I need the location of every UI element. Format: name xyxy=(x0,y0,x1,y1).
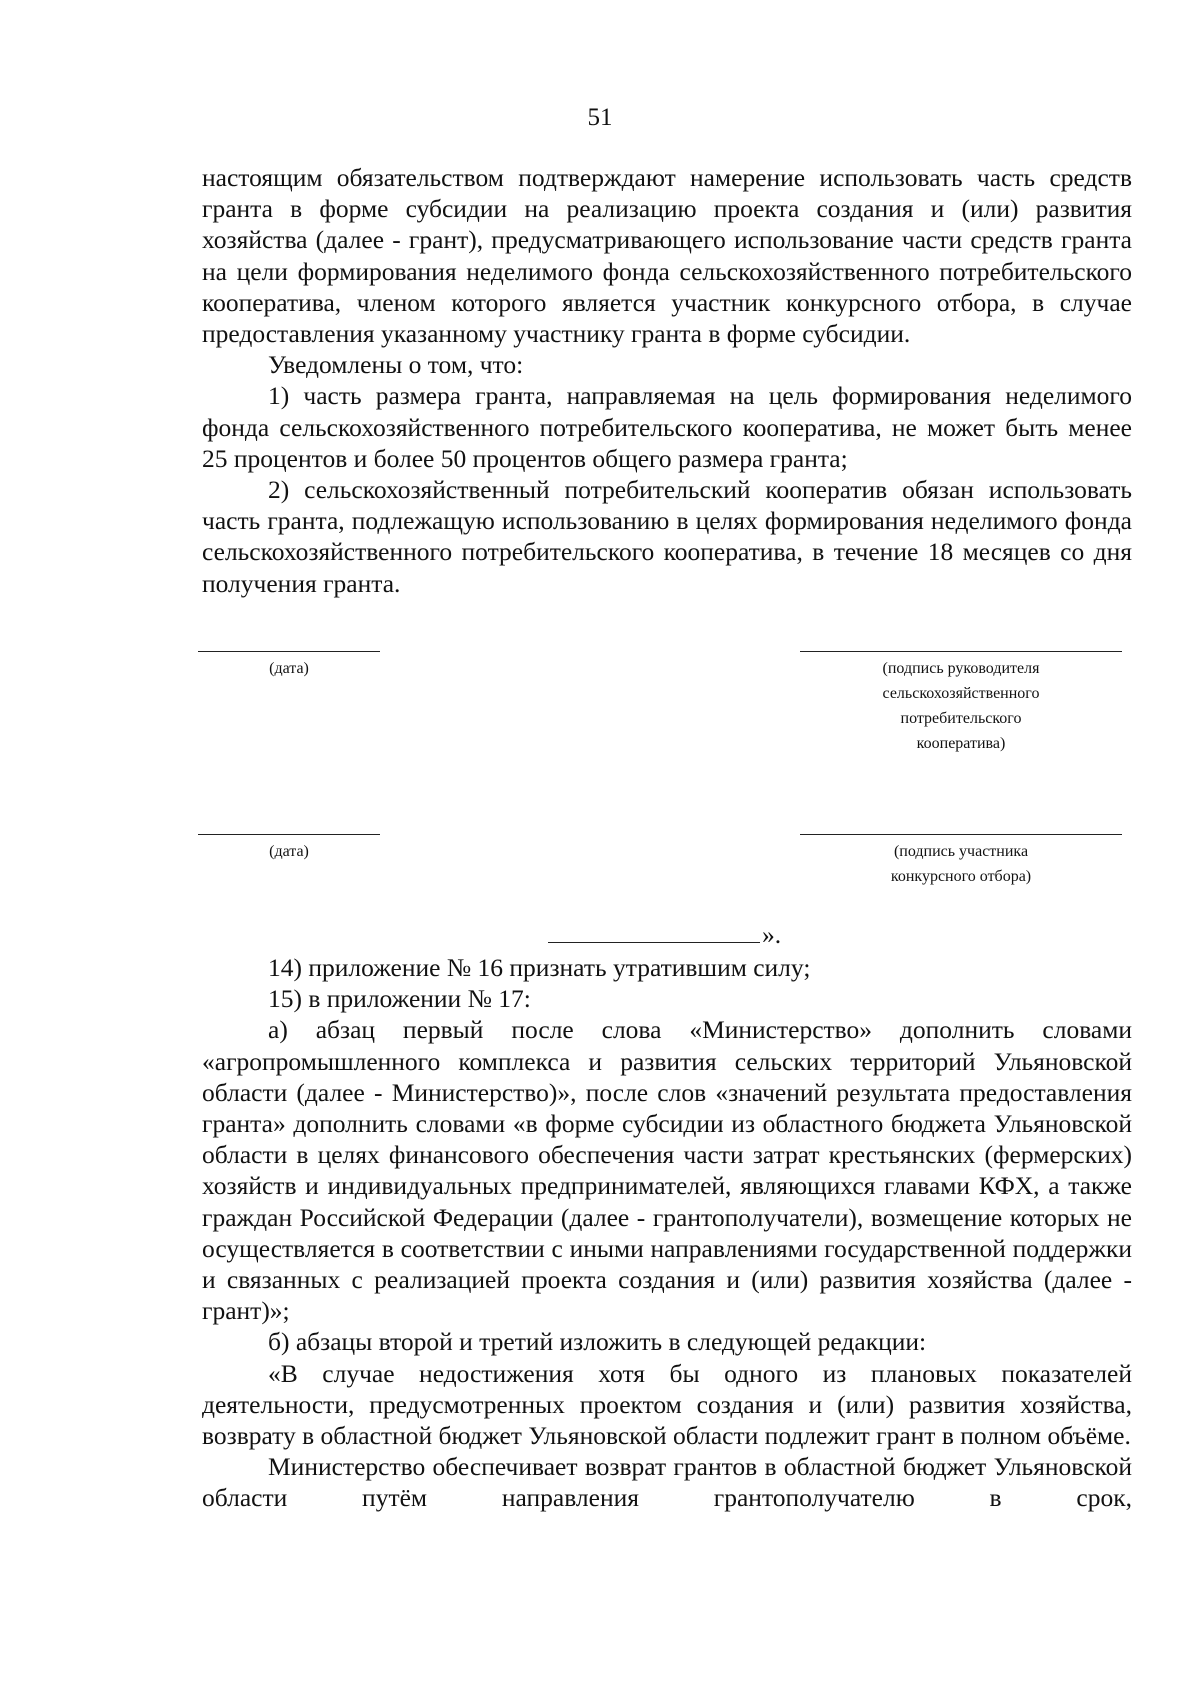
paragraph-obligation: настоящим обязательством подтверждают намерение использовать часть средств гранта в форме субсидии на реализацию проекта создания и (или) развития хозяйства (далее - грант), предусматривающего использование части средств гранта на цели формирования неделимого фонда сельскохозяйственного потребительского кооператива, членом которого является участник конкурсного отбора, в случае предоставления указанному участнику гранта в форме субсидии. xyxy=(202,163,1132,349)
head-signature-caption-line: потребительского xyxy=(900,710,1022,727)
participant-signature-caption xyxy=(800,839,1122,889)
participant-signature-line xyxy=(800,834,1122,835)
paragraph-item-14: 14) приложение № 16 признать утратившим силу; xyxy=(268,953,811,982)
paragraph-ministry-return: Министерство обеспечивает возврат грантов в областной бюджет Ульяновской области путём направления грантополучателю в срок, xyxy=(202,1452,1132,1513)
paragraph-item-15a: а) абзац первый после слова «Министерство» дополнить словами «агропромышленного комплекса и развития сельских территорий Ульяновской области (далее - Министерство)», после слов «значений результата предоставления гранта» дополнить словами «в форме субсидии из областного бюджета Ульяновской области в целях финансового обеспечения части затрат крестьянских (фермерских) хозяйств и индивидуальных предпринимателей, являющихся главами КФХ, а также граждан Российской Федерации (далее - грантополучатели), возмещение которых не осуществляется в соответствии с иными направлениями государственной поддержки и связанных с реализацией проекта создания и (или) развития хозяйства (далее - грант)»; xyxy=(202,1015,1132,1326)
page-number: 51 xyxy=(587,104,613,131)
text-block-bottom xyxy=(202,952,1132,1514)
head-signature-caption-line: (подпись руководителя xyxy=(882,660,1040,677)
participant-signature-caption-line: конкурсного отбора) xyxy=(890,868,1032,885)
date-line-1 xyxy=(198,651,380,652)
paragraph-notified: Уведомлены о том, что: xyxy=(268,350,524,380)
paragraph-item-15b: б) абзацы второй и третий изложить в следующей редакции: xyxy=(268,1327,927,1357)
head-signature-caption-line: сельскохозяйственного xyxy=(882,685,1040,702)
text-block-top xyxy=(202,162,1132,599)
closing-underline xyxy=(548,920,760,943)
closing-line xyxy=(548,920,781,950)
date-line-2 xyxy=(198,834,380,835)
head-signature-caption-line: кооператива) xyxy=(916,735,1006,752)
paragraph-item-2: 2) сельскохозяйственный потребительский кооператив обязан использовать часть гранта, подлежащую использованию в целях формирования неделимого фонда сельскохозяйственного потребительского кооператива, в течение 18 месяцев со дня получения гранта. xyxy=(202,475,1132,598)
paragraph-quote-start: «В случае недостижения хотя бы одного из плановых показателей деятельности, предусмотренных проектом создания и (или) развития хозяйства, возврату в областной бюджет Ульяновской области подлежит грант в полном объёме. xyxy=(202,1358,1132,1451)
paragraph-item-15: 15) в приложении № 17: xyxy=(268,984,531,1014)
participant-signature-caption-line: (подпись участника xyxy=(893,843,1029,860)
closing-mark: ». xyxy=(762,920,782,949)
date-label-2: (дата) xyxy=(269,843,309,860)
paragraph-item-1: 1) часть размера гранта, направляемая на цель формирования неделимого фонда сельскохозяйственного потребительского кооператива, не может быть менее 25 процентов и более 50 процентов общего размера гранта; xyxy=(202,381,1132,473)
date-label-1: (дата) xyxy=(269,660,309,677)
head-signature-line xyxy=(800,651,1122,652)
head-signature-caption xyxy=(800,656,1122,756)
